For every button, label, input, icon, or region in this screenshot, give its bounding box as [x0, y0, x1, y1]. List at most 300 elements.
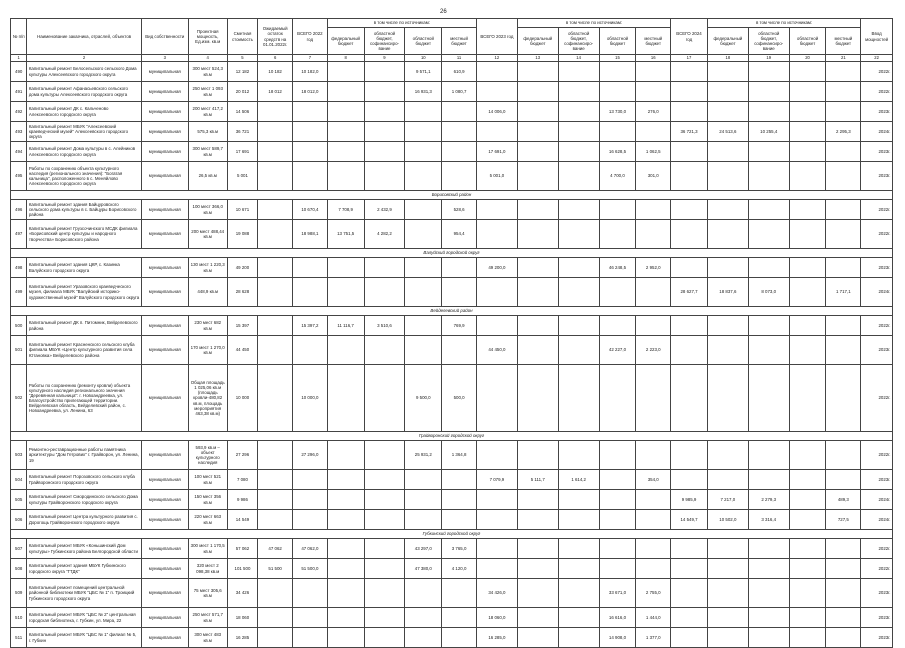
table-cell: 2023г.: [861, 470, 893, 490]
table-cell: 18 060,0: [476, 608, 517, 628]
table-cell: 15 397: [227, 316, 258, 336]
table-cell: 10 182: [258, 62, 293, 82]
table-cell: [405, 470, 442, 490]
table-cell: муниципальная: [141, 162, 188, 191]
table-cell: 7 217,0: [707, 490, 748, 510]
table-cell: [258, 510, 293, 530]
table-cell: [789, 258, 826, 278]
column-index: 18: [707, 55, 748, 62]
table-cell: [327, 579, 364, 608]
table-cell: [671, 220, 708, 249]
table-cell: 2022г.: [861, 200, 893, 220]
table-row: [11, 441, 893, 470]
table-cell: 5 111,7: [517, 470, 558, 490]
table-cell: [636, 122, 671, 142]
table-cell: [364, 82, 405, 102]
table-cell: 501: [11, 336, 27, 365]
table-cell: 499: [11, 278, 27, 307]
section-row: [11, 307, 893, 316]
table-cell: 200 мест 417,2 кв.м: [188, 102, 227, 122]
table-cell: Капитальный ремонт здания Байцуровского сельского дома культуры в с. Байцуры Борисовского района: [27, 200, 141, 220]
table-cell: [327, 510, 364, 530]
table-cell: [327, 490, 364, 510]
table-cell: [558, 539, 599, 559]
table-cell: Капитальный ремонт ДК п. Питомник, Вейделевского района: [27, 316, 141, 336]
table-cell: Капитальный ремонт МБУК «Коньшинский Дом культуры» Губкинского района Белгородской области: [27, 539, 141, 559]
table-cell: [442, 278, 477, 307]
table-cell: 2023г.: [861, 579, 893, 608]
table-cell: 11 116,7: [327, 316, 364, 336]
table-cell: 220 мест 663 кв.м: [188, 510, 227, 530]
table-cell: [826, 336, 861, 365]
col-header: Ввод мощностей: [861, 19, 893, 55]
table-cell: [364, 628, 405, 648]
table-cell: [789, 102, 826, 122]
table-cell: [293, 142, 328, 162]
table-cell: [327, 62, 364, 82]
col-header: федеральный бюджет: [517, 28, 558, 55]
table-cell: [789, 62, 826, 82]
table-cell: 1 364,8: [442, 441, 477, 470]
table-cell: 10 670,4: [293, 200, 328, 220]
table-cell: [671, 62, 708, 82]
section-row: [11, 191, 893, 200]
table-cell: [293, 122, 328, 142]
col-header: областной бюджет, софинансиро-вание: [558, 28, 599, 55]
table-cell: [476, 441, 517, 470]
table-cell: [364, 162, 405, 191]
table-cell: 502: [11, 365, 27, 432]
table-cell: [671, 628, 708, 648]
table-cell: муниципальная: [141, 220, 188, 249]
table-cell: [517, 539, 558, 559]
table-cell: 150 мест 356 кв.м: [188, 490, 227, 510]
program-table: [10, 18, 893, 648]
table-cell: [789, 336, 826, 365]
table-cell: [476, 510, 517, 530]
table-cell: Капитальный ремонт ДК с. Кальченово Алексеевского городского округа: [27, 102, 141, 122]
table-cell: [405, 258, 442, 278]
table-cell: 18 012,0: [293, 82, 328, 102]
table-cell: 1 717,1: [826, 278, 861, 307]
table-cell: [748, 559, 789, 579]
table-cell: [476, 82, 517, 102]
table-cell: [258, 628, 293, 648]
col-header: № п/п: [11, 19, 27, 55]
table-cell: 27 296: [227, 441, 258, 470]
table-cell: 51 500: [258, 559, 293, 579]
col-header: местный бюджет: [826, 28, 861, 55]
table-cell: [826, 258, 861, 278]
table-cell: муниципальная: [141, 122, 188, 142]
table-cell: [826, 365, 861, 432]
table-cell: [405, 162, 442, 191]
table-cell: 9 500,0: [405, 365, 442, 432]
table-cell: 28 627,7: [671, 278, 708, 307]
table-cell: [293, 579, 328, 608]
table-cell: [599, 200, 636, 220]
table-cell: [599, 316, 636, 336]
table-cell: [258, 102, 293, 122]
column-index: 17: [671, 55, 708, 62]
table-cell: 448,9 кв.м: [188, 278, 227, 307]
table-cell: [826, 162, 861, 191]
table-cell: 505: [11, 490, 27, 510]
table-cell: [748, 62, 789, 82]
table-cell: [599, 510, 636, 530]
table-cell: 496: [11, 200, 27, 220]
table-cell: 2 432,9: [364, 200, 405, 220]
table-row: [11, 608, 893, 628]
table-cell: 51 500,0: [293, 559, 328, 579]
table-cell: 1 062,5: [636, 142, 671, 162]
table-cell: 47 380,0: [405, 559, 442, 579]
table-cell: 18 012: [258, 82, 293, 102]
table-cell: [707, 608, 748, 628]
col-header: ВСЕГО 2023 год: [476, 19, 517, 55]
table-cell: [327, 162, 364, 191]
table-cell: [789, 470, 826, 490]
col-header: областной бюджет, софинансиро-вание: [364, 28, 405, 55]
table-cell: [789, 142, 826, 162]
table-cell: 2022г.: [861, 316, 893, 336]
table-cell: [293, 162, 328, 191]
table-cell: [293, 490, 328, 510]
table-cell: [405, 316, 442, 336]
column-index: 12: [476, 55, 517, 62]
table-cell: 250 мест 1 093 кв.м: [188, 82, 227, 102]
table-cell: 34 426,0: [476, 579, 517, 608]
table-cell: 75 мест 305,6 кв.м: [188, 579, 227, 608]
table-cell: [558, 628, 599, 648]
table-cell: 42 227,0: [599, 336, 636, 365]
table-cell: муниципальная: [141, 278, 188, 307]
table-cell: [599, 559, 636, 579]
group-header-2023: в том числе по источникам:: [517, 19, 670, 28]
table-cell: [558, 510, 599, 530]
table-cell: [826, 539, 861, 559]
table-cell: 18 988,1: [293, 220, 328, 249]
table-cell: 44 450,0: [476, 336, 517, 365]
table-cell: 250 мест 571,7 кв.м: [188, 608, 227, 628]
table-cell: муниципальная: [141, 608, 188, 628]
group-header-2022: в том числе по источникам:: [327, 19, 476, 28]
table-cell: [558, 336, 599, 365]
table-cell: [517, 559, 558, 579]
table-cell: 9 985,9: [671, 490, 708, 510]
table-row: [11, 62, 893, 82]
table-row: [11, 490, 893, 510]
table-cell: [258, 608, 293, 628]
table-cell: 2022г.: [861, 441, 893, 470]
table-cell: [558, 559, 599, 579]
table-cell: 509: [11, 579, 27, 608]
table-cell: 511: [11, 628, 27, 648]
column-index: 19: [748, 55, 789, 62]
table-cell: [476, 122, 517, 142]
table-cell: [476, 316, 517, 336]
table-cell: [405, 608, 442, 628]
table-cell: [789, 579, 826, 608]
table-cell: 300 мест 589,7 кв.м: [188, 142, 227, 162]
table-cell: [327, 102, 364, 122]
table-cell: [327, 608, 364, 628]
table-cell: [364, 102, 405, 122]
column-index: 7: [293, 55, 328, 62]
table-row: [11, 559, 893, 579]
column-index: 4: [188, 55, 227, 62]
table-cell: [748, 162, 789, 191]
table-cell: 4 120,0: [442, 559, 477, 579]
table-row: [11, 258, 893, 278]
table-cell: [826, 62, 861, 82]
table-cell: [517, 200, 558, 220]
col-header: местный бюджет: [636, 28, 671, 55]
table-cell: [258, 162, 293, 191]
table-cell: Общая площадь 1 025,06 кв.м (площадь кровли-480,82 кв.м, площадь мероприятия 463,38 кв.м): [188, 365, 227, 432]
table-cell: [748, 628, 789, 648]
table-cell: 493: [11, 122, 27, 142]
table-cell: 3 510,6: [364, 316, 405, 336]
table-cell: 15 397,2: [293, 316, 328, 336]
table-cell: 49 200,0: [476, 258, 517, 278]
table-cell: [707, 559, 748, 579]
table-cell: [476, 220, 517, 249]
table-cell: [327, 539, 364, 559]
table-cell: [826, 579, 861, 608]
table-cell: муниципальная: [141, 365, 188, 432]
table-cell: [364, 470, 405, 490]
table-cell: [517, 579, 558, 608]
table-cell: 10 000: [227, 365, 258, 432]
table-cell: 27 296,0: [293, 441, 328, 470]
table-cell: [789, 365, 826, 432]
table-cell: [748, 258, 789, 278]
table-cell: [476, 365, 517, 432]
table-cell: [707, 62, 748, 82]
table-header: [11, 19, 893, 62]
table-cell: 2 952,0: [636, 258, 671, 278]
table-cell: 13 730,0: [599, 102, 636, 122]
table-cell: 276,0: [636, 102, 671, 122]
table-cell: [517, 441, 558, 470]
table-cell: [558, 122, 599, 142]
table-cell: [671, 559, 708, 579]
table-cell: [636, 220, 671, 249]
table-cell: [405, 122, 442, 142]
table-cell: [258, 336, 293, 365]
table-cell: [789, 82, 826, 102]
section-title: Валуйский городской округ: [11, 249, 893, 258]
table-cell: [826, 441, 861, 470]
table-cell: муниципальная: [141, 470, 188, 490]
table-cell: [258, 220, 293, 249]
table-cell: [364, 539, 405, 559]
table-row: [11, 579, 893, 608]
table-row: [11, 365, 893, 432]
table-cell: [405, 490, 442, 510]
table-cell: [789, 200, 826, 220]
table-row: [11, 162, 893, 191]
table-cell: [671, 316, 708, 336]
table-cell: 57 062: [227, 539, 258, 559]
table-cell: [364, 579, 405, 608]
table-cell: [327, 258, 364, 278]
table-cell: 2023г.: [861, 608, 893, 628]
table-cell: 10 000,0: [293, 365, 328, 432]
table-cell: [671, 539, 708, 559]
table-cell: [364, 142, 405, 162]
table-cell: [748, 365, 789, 432]
table-cell: Капитальный ремонт Красненского сельского клуба филиала МБУК «Центр культурного развития села Ютановка» Вейделевского района: [27, 336, 141, 365]
table-cell: 492: [11, 102, 27, 122]
table-cell: 10 671: [227, 200, 258, 220]
column-index: 2: [27, 55, 141, 62]
table-cell: Капитальный ремонт помещений центральной районной библиотеки МБУК "ЦБС № 1" п. Троицкий Губкинского городского округа: [27, 579, 141, 608]
table-cell: [442, 162, 477, 191]
column-index: 3: [141, 55, 188, 62]
table-cell: муниципальная: [141, 441, 188, 470]
table-cell: 1 377,0: [636, 628, 671, 648]
table-cell: 2 295,3: [826, 122, 861, 142]
table-body: [11, 62, 893, 648]
table-cell: [293, 258, 328, 278]
table-cell: [558, 82, 599, 102]
table-row: [11, 220, 893, 249]
table-cell: [517, 122, 558, 142]
table-cell: [789, 122, 826, 142]
table-cell: [748, 82, 789, 102]
table-cell: [748, 441, 789, 470]
table-cell: [327, 628, 364, 648]
table-cell: [671, 470, 708, 490]
section-row: [11, 432, 893, 441]
section-title: Губкинский городской округ: [11, 530, 893, 539]
table-cell: [558, 258, 599, 278]
table-cell: [826, 608, 861, 628]
table-cell: 2023г.: [861, 628, 893, 648]
table-cell: [599, 62, 636, 82]
table-cell: [476, 200, 517, 220]
table-cell: [748, 579, 789, 608]
table-cell: [517, 258, 558, 278]
table-cell: [293, 628, 328, 648]
table-cell: [599, 441, 636, 470]
table-cell: [517, 608, 558, 628]
table-cell: [476, 559, 517, 579]
table-cell: [558, 142, 599, 162]
table-cell: [327, 278, 364, 307]
table-cell: [826, 220, 861, 249]
table-cell: [671, 441, 708, 470]
section-title: Вейделевский район: [11, 307, 893, 316]
table-cell: [558, 278, 599, 307]
table-cell: [364, 278, 405, 307]
table-cell: 17 691,0: [476, 142, 517, 162]
table-cell: [293, 102, 328, 122]
table-cell: 19 088: [227, 220, 258, 249]
table-cell: Капитальный ремонт МБУК "ЦБС № 2" центральная городская библиотека, г. Губкин, ул. Мира, 22: [27, 608, 141, 628]
table-row: [11, 539, 893, 559]
table-cell: [707, 579, 748, 608]
table-cell: Капитальный ремонт Дома культуры в с. Алейников Алексеевского городского округа: [27, 142, 141, 162]
table-cell: [707, 258, 748, 278]
table-cell: Капитальный ремонт здания МБУК Губкинского городского округа "ГТДК": [27, 559, 141, 579]
table-cell: муниципальная: [141, 258, 188, 278]
table-cell: [636, 316, 671, 336]
table-cell: [327, 336, 364, 365]
table-cell: муниципальная: [141, 62, 188, 82]
table-cell: 2022г.: [861, 220, 893, 249]
table-cell: [517, 62, 558, 82]
table-cell: 5 001,0: [476, 162, 517, 191]
table-cell: [748, 102, 789, 122]
table-cell: 301,0: [636, 162, 671, 191]
table-cell: [517, 628, 558, 648]
table-cell: [258, 365, 293, 432]
table-cell: [258, 579, 293, 608]
col-header: областной бюджет: [405, 28, 442, 55]
table-cell: [442, 336, 477, 365]
table-cell: [405, 102, 442, 122]
table-cell: 26,5 кв.м: [188, 162, 227, 191]
table-cell: [707, 102, 748, 122]
column-index: 16: [636, 55, 671, 62]
table-cell: 36 721,3: [671, 122, 708, 142]
table-cell: 494: [11, 142, 27, 162]
table-cell: [707, 365, 748, 432]
group-header-2024: в том числе по источникам:: [707, 19, 860, 28]
table-cell: [789, 559, 826, 579]
table-cell: 508: [11, 559, 27, 579]
table-cell: [258, 470, 293, 490]
table-cell: [671, 162, 708, 191]
column-index: 20: [789, 55, 826, 62]
table-cell: 7 080: [227, 470, 258, 490]
table-cell: 14 549: [227, 510, 258, 530]
table-row: [11, 142, 893, 162]
column-index: 22: [861, 55, 893, 62]
table-cell: [405, 200, 442, 220]
table-cell: [707, 142, 748, 162]
table-cell: [558, 220, 599, 249]
table-cell: 300 мест 524,3 кв.м: [188, 62, 227, 82]
column-index: 21: [826, 55, 861, 62]
table-cell: [671, 102, 708, 122]
table-cell: 43 297,0: [405, 539, 442, 559]
col-header: ВСЕГО 2024 год: [671, 19, 708, 55]
table-row: [11, 470, 893, 490]
table-cell: [599, 278, 636, 307]
col-header: местный бюджет: [442, 28, 477, 55]
col-header: федеральный бюджет: [707, 28, 748, 55]
table-cell: [671, 579, 708, 608]
table-cell: [789, 539, 826, 559]
table-cell: [671, 200, 708, 220]
table-cell: [558, 316, 599, 336]
table-cell: 510: [11, 608, 27, 628]
table-cell: муниципальная: [141, 200, 188, 220]
table-cell: муниципальная: [141, 539, 188, 559]
table-cell: [826, 82, 861, 102]
table-cell: 954,4: [442, 220, 477, 249]
table-cell: 320 мест 2 098,38 кв.м: [188, 559, 227, 579]
section-row: [11, 530, 893, 539]
table-cell: 16 628,5: [599, 142, 636, 162]
table-cell: [293, 336, 328, 365]
table-cell: 2 755,0: [636, 579, 671, 608]
table-cell: 503: [11, 441, 27, 470]
